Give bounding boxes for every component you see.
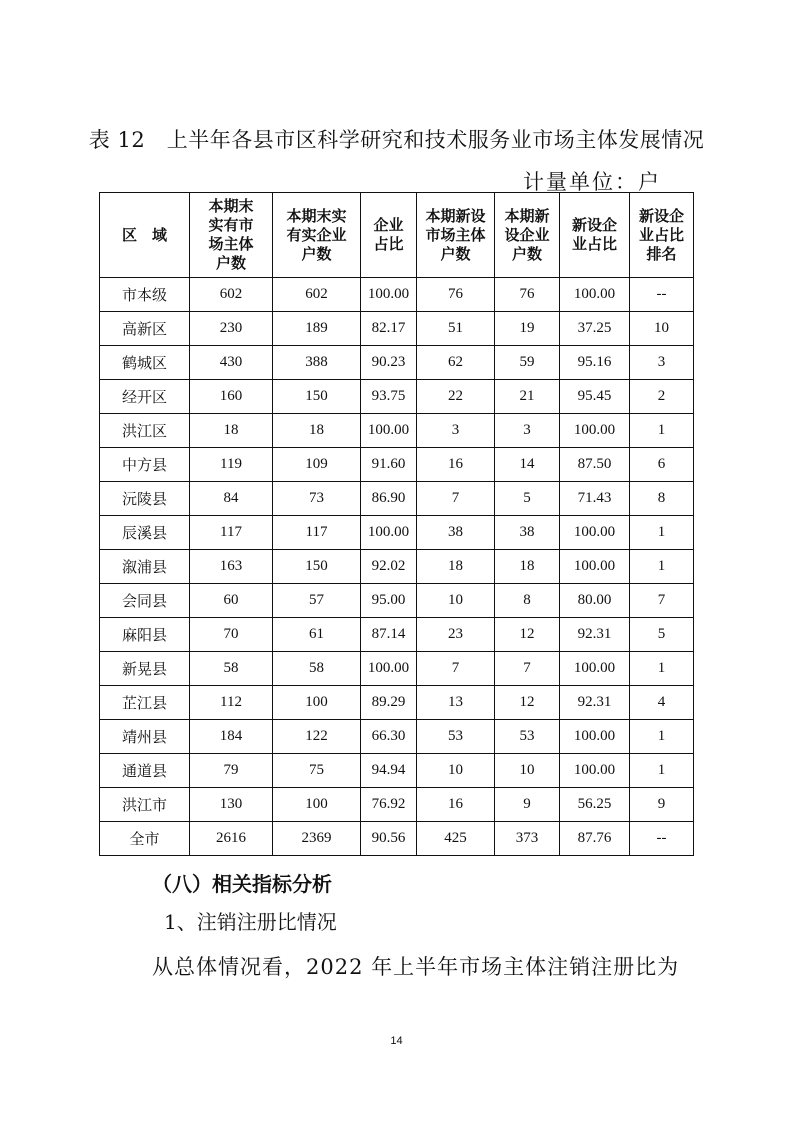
- table-cell: 150: [273, 380, 361, 414]
- table-cell: 66.30: [361, 720, 417, 754]
- table-cell: 95.16: [560, 346, 630, 380]
- table-row: [100, 312, 694, 346]
- table-cell: 16: [417, 788, 495, 822]
- table-cell: 58: [273, 652, 361, 686]
- table-cell: 57: [273, 584, 361, 618]
- region-cell: 鹤城区: [100, 346, 190, 380]
- region-cell: 会同县: [100, 584, 190, 618]
- table-row: [100, 346, 694, 380]
- header-total-entities: 本期末 实有市 场主体 户数: [190, 193, 273, 278]
- table-cell: 109: [273, 448, 361, 482]
- table-row: [100, 720, 694, 754]
- table-cell: 602: [273, 278, 361, 312]
- table-cell: 100.00: [361, 414, 417, 448]
- region-cell: 市本级: [100, 278, 190, 312]
- table-cell: 22: [417, 380, 495, 414]
- table-row: [100, 278, 694, 312]
- table-cell: 71.43: [560, 482, 630, 516]
- header-enterprise-share: 企业 占比: [361, 193, 417, 278]
- table-cell: 38: [417, 516, 495, 550]
- table-row: [100, 652, 694, 686]
- table-cell: 230: [190, 312, 273, 346]
- table-cell: 6: [630, 448, 694, 482]
- table-cell: 89.29: [361, 686, 417, 720]
- table-cell: 56.25: [560, 788, 630, 822]
- table-cell: 70: [190, 618, 273, 652]
- table-row: [100, 754, 694, 788]
- table-cell: 1: [630, 652, 694, 686]
- table-row: [100, 448, 694, 482]
- table-cell: 163: [190, 550, 273, 584]
- region-cell: 洪江区: [100, 414, 190, 448]
- table-cell: 9: [495, 788, 560, 822]
- section-heading: （八）相关指标分析: [152, 872, 332, 896]
- table-row: [100, 788, 694, 822]
- table-cell: 189: [273, 312, 361, 346]
- table-cell: 92.02: [361, 550, 417, 584]
- region-cell: 洪江市: [100, 788, 190, 822]
- table-cell: 37.25: [560, 312, 630, 346]
- table-cell: 8: [630, 482, 694, 516]
- table-cell: 60: [190, 584, 273, 618]
- header-total-enterprises: 本期末实 有实企业 户数: [273, 193, 361, 278]
- table-cell: 92.31: [560, 686, 630, 720]
- table-cell: 90.56: [361, 822, 417, 856]
- table-cell: 92.31: [560, 618, 630, 652]
- table-cell: 51: [417, 312, 495, 346]
- table-cell: 62: [417, 346, 495, 380]
- table-cell: 21: [495, 380, 560, 414]
- table-cell: 602: [190, 278, 273, 312]
- table-cell: 9: [630, 788, 694, 822]
- table-row: [100, 618, 694, 652]
- table-cell: 10: [417, 754, 495, 788]
- table-cell: 130: [190, 788, 273, 822]
- table-cell: 5: [630, 618, 694, 652]
- region-cell: 靖州县: [100, 720, 190, 754]
- table-cell: --: [630, 822, 694, 856]
- table-row: [100, 550, 694, 584]
- region-cell: 全市: [100, 822, 190, 856]
- table-cell: 75: [273, 754, 361, 788]
- table-cell: 184: [190, 720, 273, 754]
- header-share-rank: 新设企 业占比 排名: [630, 193, 694, 278]
- table-cell: 100.00: [560, 754, 630, 788]
- table-cell: 94.94: [361, 754, 417, 788]
- table-cell: 1: [630, 414, 694, 448]
- table-cell: 3: [630, 346, 694, 380]
- table-cell: 112: [190, 686, 273, 720]
- table-row: [100, 686, 694, 720]
- table-row: [100, 380, 694, 414]
- table-cell: 18: [190, 414, 273, 448]
- table-cell: 91.60: [361, 448, 417, 482]
- table-cell: 4: [630, 686, 694, 720]
- table-cell: 5: [495, 482, 560, 516]
- table-cell: 100.00: [361, 516, 417, 550]
- table-cell: 150: [273, 550, 361, 584]
- table-cell: 53: [417, 720, 495, 754]
- region-cell: 芷江县: [100, 686, 190, 720]
- table-row: [100, 414, 694, 448]
- unit-label: 计量单位：户: [523, 170, 661, 194]
- statistics-table: [99, 192, 694, 856]
- table-cell: 7: [417, 482, 495, 516]
- table-cell: 10: [417, 584, 495, 618]
- region-cell: 溆浦县: [100, 550, 190, 584]
- region-cell: 中方县: [100, 448, 190, 482]
- table-cell: 95.00: [361, 584, 417, 618]
- table-cell: 3: [495, 414, 560, 448]
- table-cell: 1: [630, 754, 694, 788]
- table-caption: 表 12 上半年各县市区科学研究和技术服务业市场主体发展情况: [88, 128, 705, 152]
- table-cell: 76: [417, 278, 495, 312]
- table-cell: 86.90: [361, 482, 417, 516]
- region-cell: 麻阳县: [100, 618, 190, 652]
- table-cell: 10: [630, 312, 694, 346]
- table-cell: 117: [273, 516, 361, 550]
- region-cell: 沅陵县: [100, 482, 190, 516]
- table-cell: 373: [495, 822, 560, 856]
- table-cell: 87.14: [361, 618, 417, 652]
- table-cell: 117: [190, 516, 273, 550]
- table-cell: 53: [495, 720, 560, 754]
- table-cell: 38: [495, 516, 560, 550]
- table-cell: 100.00: [560, 278, 630, 312]
- table-cell: 122: [273, 720, 361, 754]
- table-row: [100, 822, 694, 856]
- header-new-enterprises: 本期新 设企业 户数: [495, 193, 560, 278]
- table-cell: 79: [190, 754, 273, 788]
- table-cell: 10: [495, 754, 560, 788]
- table-cell: 3: [417, 414, 495, 448]
- table-cell: 100.00: [361, 278, 417, 312]
- table-cell: 12: [495, 618, 560, 652]
- table-cell: 1: [630, 720, 694, 754]
- table-row: [100, 516, 694, 550]
- table-cell: 61: [273, 618, 361, 652]
- table-cell: 59: [495, 346, 560, 380]
- table-cell: 76.92: [361, 788, 417, 822]
- table-cell: 7: [495, 652, 560, 686]
- table-cell: 160: [190, 380, 273, 414]
- table-cell: 23: [417, 618, 495, 652]
- table-cell: 80.00: [560, 584, 630, 618]
- table-cell: 87.50: [560, 448, 630, 482]
- table-cell: 18: [273, 414, 361, 448]
- table-row: [100, 482, 694, 516]
- header-new-entities: 本期新设 市场主体 户数: [417, 193, 495, 278]
- table-cell: 2616: [190, 822, 273, 856]
- table-cell: 16: [417, 448, 495, 482]
- table-header-row: [100, 193, 694, 278]
- table-cell: 2369: [273, 822, 361, 856]
- table-cell: 13: [417, 686, 495, 720]
- table-cell: --: [630, 278, 694, 312]
- region-cell: 新晃县: [100, 652, 190, 686]
- table-cell: 100: [273, 686, 361, 720]
- table-cell: 100.00: [560, 652, 630, 686]
- table-cell: 100.00: [560, 550, 630, 584]
- header-region: 区 域: [100, 193, 190, 278]
- table-cell: 425: [417, 822, 495, 856]
- table-cell: 1: [630, 516, 694, 550]
- table-cell: 18: [417, 550, 495, 584]
- table-cell: 87.76: [560, 822, 630, 856]
- sub-heading: 1、注销注册比情况: [164, 910, 337, 934]
- table-cell: 14: [495, 448, 560, 482]
- body-paragraph: 从总体情况看，2022 年上半年市场主体注销注册比为: [152, 955, 680, 979]
- page-number: 14: [390, 1035, 403, 1047]
- table-cell: 58: [190, 652, 273, 686]
- table-cell: 7: [630, 584, 694, 618]
- table-cell: 90.23: [361, 346, 417, 380]
- table-row: [100, 584, 694, 618]
- region-cell: 经开区: [100, 380, 190, 414]
- table-cell: 2: [630, 380, 694, 414]
- table-cell: 100.00: [361, 652, 417, 686]
- table-cell: 19: [495, 312, 560, 346]
- header-new-enterprise-share: 新设企 业占比: [560, 193, 630, 278]
- table-cell: 100.00: [560, 414, 630, 448]
- table-cell: 119: [190, 448, 273, 482]
- table-cell: 388: [273, 346, 361, 380]
- region-cell: 高新区: [100, 312, 190, 346]
- table-cell: 76: [495, 278, 560, 312]
- table-cell: 100.00: [560, 720, 630, 754]
- region-cell: 辰溪县: [100, 516, 190, 550]
- table-cell: 430: [190, 346, 273, 380]
- table-cell: 12: [495, 686, 560, 720]
- table-cell: 82.17: [361, 312, 417, 346]
- table-cell: 8: [495, 584, 560, 618]
- table-cell: 1: [630, 550, 694, 584]
- table-cell: 100.00: [560, 516, 630, 550]
- table-cell: 73: [273, 482, 361, 516]
- table-cell: 93.75: [361, 380, 417, 414]
- table-cell: 18: [495, 550, 560, 584]
- table-cell: 100: [273, 788, 361, 822]
- table-cell: 95.45: [560, 380, 630, 414]
- region-cell: 通道县: [100, 754, 190, 788]
- table-cell: 7: [417, 652, 495, 686]
- table-cell: 84: [190, 482, 273, 516]
